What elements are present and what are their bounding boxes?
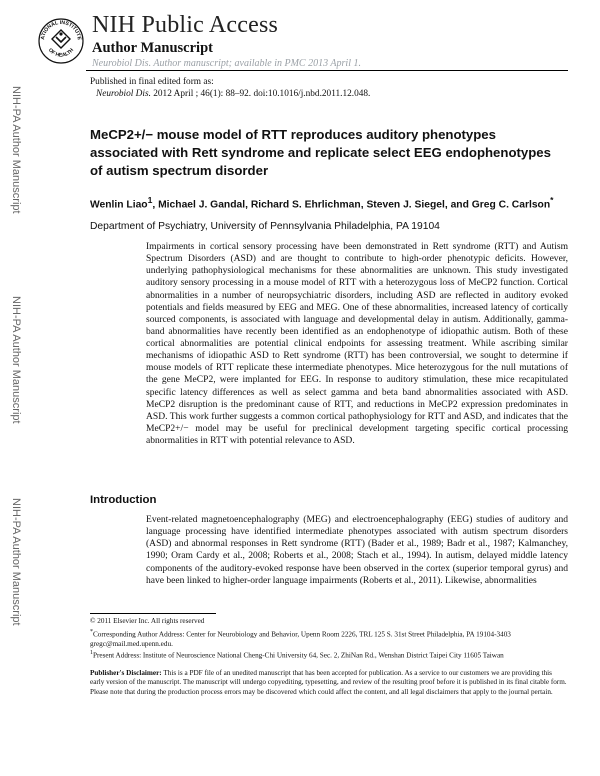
introduction-heading: Introduction — [90, 494, 157, 506]
author-name: Steven J. Siegel — [366, 199, 445, 211]
nih-seal-logo — [38, 10, 84, 72]
publisher-disclaimer — [90, 669, 568, 697]
present-address-footnote — [90, 649, 568, 661]
paper-title: MeCP2+/− mouse model of RTT reproduces auditory phenotypes associated with Rett syndrome and replicate select EEG endophenotypes of autism spectrum disorder — [90, 127, 551, 179]
citation-journal: Neurobiol Dis. — [96, 89, 151, 99]
header-divider — [86, 70, 568, 71]
side-watermark-label: NIH-PA Author Manuscript — [10, 296, 22, 424]
author-affiliation-mark: 1 — [147, 195, 153, 205]
published-label: Published in final edited form as: — [90, 77, 214, 87]
author-name: Michael J. Gandal — [158, 199, 246, 211]
author-list: Wenlin Liao$^1$, Michael J. Gandal, Richard S. Ehrlichman, Steven J. Siegel, and Greg C. Carlson* — [90, 195, 554, 211]
seal-top-text: ATIONAL INSTITUTE — [40, 19, 83, 41]
seal-bottom-text: OF HEALTH — [46, 47, 76, 59]
footnote-mark: 1 — [90, 650, 93, 656]
side-watermark-label: NIH-PA Author Manuscript — [10, 498, 22, 626]
side-watermark-label: NIH-PA Author Manuscript — [10, 86, 22, 214]
journal-availability-line: Neurobiol Dis. Author manuscript; available in PMC 2013 April 1. — [92, 58, 361, 69]
corresponding-author-text: Corresponding Author Address: Center for Neurobiology and Behavior, Upenn Room 2226, TRL 125 S. 31st Street Philadelphia, PA 19104-3403 gregc@mail.med.upenn.edu. — [90, 630, 511, 648]
nih-public-access-title: NIH Public Access — [92, 12, 279, 38]
citation-details: 2012 April ; 46(1): 88–92. doi:10.1016/j.nbd.2011.12.048. — [150, 89, 371, 99]
footnotes — [90, 617, 568, 661]
abstract: Impairments in cortical sensory processing have been demonstrated in Rett syndrome (RTT) and Autism Spectrum Disorders (ASD) and are thought to contribute to high-order phenotypic deficits. However, underlying pathophysiological mechanisms for these abnormalities are unknown. This study investigated auditory sensory processing in a mouse model of RTT with a heterozygous loss of MeCP2 function. Cortical abnormalities in a number of neuropsychiatric disorders, including ASD are reflected in auditory evoked potentials and fields measured by EEG and MEG. One of these abnormalities, increased latency of cortically sourced components, is associated with language and developmental delay in autism. Additionally, gamma-band abnormalities have recently been identified as an endophenotype of idiopathic autism. Both of these cortical abnormalities are potential clinical endpoints for assessing treatment. While ascribing similar mechanisms of idiopathic ASD to Rett syndrome (RTT) has been controversial, we sought to determine if mouse models of RTT replicate these intermediate phenotypes. Mice heterozygous for the null mutations of the gene MeCP2, were implanted for EEG. In response to auditory stimulation, these mice recapitulated specific latency differences as well as select gamma and beta band abnormalities associated with ASD. MeCP2 disruption is the predominant cause of RTT, and reductions in MeCP2 expression predominates in ASD. This work further suggests a common cortical pathophysiology for RTT and ASD, and indicates that the MeCP2+/− model may be useful for preclinical development targeting specific cortical processing abnormalities in RTT with potential relevance to ASD. — [146, 241, 568, 446]
citation-line — [96, 88, 370, 100]
corresponding-author-footnote — [90, 628, 568, 649]
author-manuscript-label: Author Manuscript — [92, 40, 213, 56]
author-name: Greg C. Carlson — [471, 199, 551, 211]
author-name: Richard S. Ehrlichman — [250, 199, 361, 211]
author-name: Wenlin Liao — [90, 199, 148, 211]
author-affiliation-mark: * — [550, 195, 554, 205]
disclaimer-text: This is a PDF file of an unedited manuscript that has been accepted for publication. As a service to our customers we are providing this early version of the manuscript. The manuscript will undergo copyediting, typesetting, and review of the resulting proof before it is published in its final citable form. Please note that during the production process errors may be discovered which could affect the content, and all legal disclaimers that apply to the journal pertain. — [90, 669, 567, 696]
disclaimer-label: Publisher's Disclaimer: — [90, 669, 162, 677]
present-address-text: Present Address: Institute of Neuroscience National Cheng-Chi University 64, Sec. 2, ZhiNan Rd., Wenshan District Taipei City 11605 Taiwan — [93, 651, 504, 660]
copyright-notice: © 2011 Elsevier Inc. All rights reserved — [90, 617, 205, 625]
introduction-body: Event-related magnetoencephalography (MEG) and electroencephalography (EEG) studies of auditory and language processing have identified intermediate phenotypes associated with autism spectrum disorders (ASD) and abnormal responses in Rett syndrome (RTT) (Bader et al., 1989; Badr et al., 1987; Kalmanchey, 1990; Oram Cardy et al., 2008; Roberts et al., 2008; Stach et al., 1994). In autism, delayed middle latency components of the auditory-evoked response have been observed in the cortex (superior temporal gyrus) and have been linked to higher-order language impairments (Roberts et al., 2011). Likewise, abnormalities — [146, 514, 568, 586]
affiliation: Department of Psychiatry, University of Pennsylvania Philadelphia, PA 19104 — [90, 221, 440, 232]
footnote-mark: * — [90, 629, 93, 636]
svg-text:OF HEALTH — [47, 47, 75, 58]
footnote-divider — [90, 613, 216, 614]
